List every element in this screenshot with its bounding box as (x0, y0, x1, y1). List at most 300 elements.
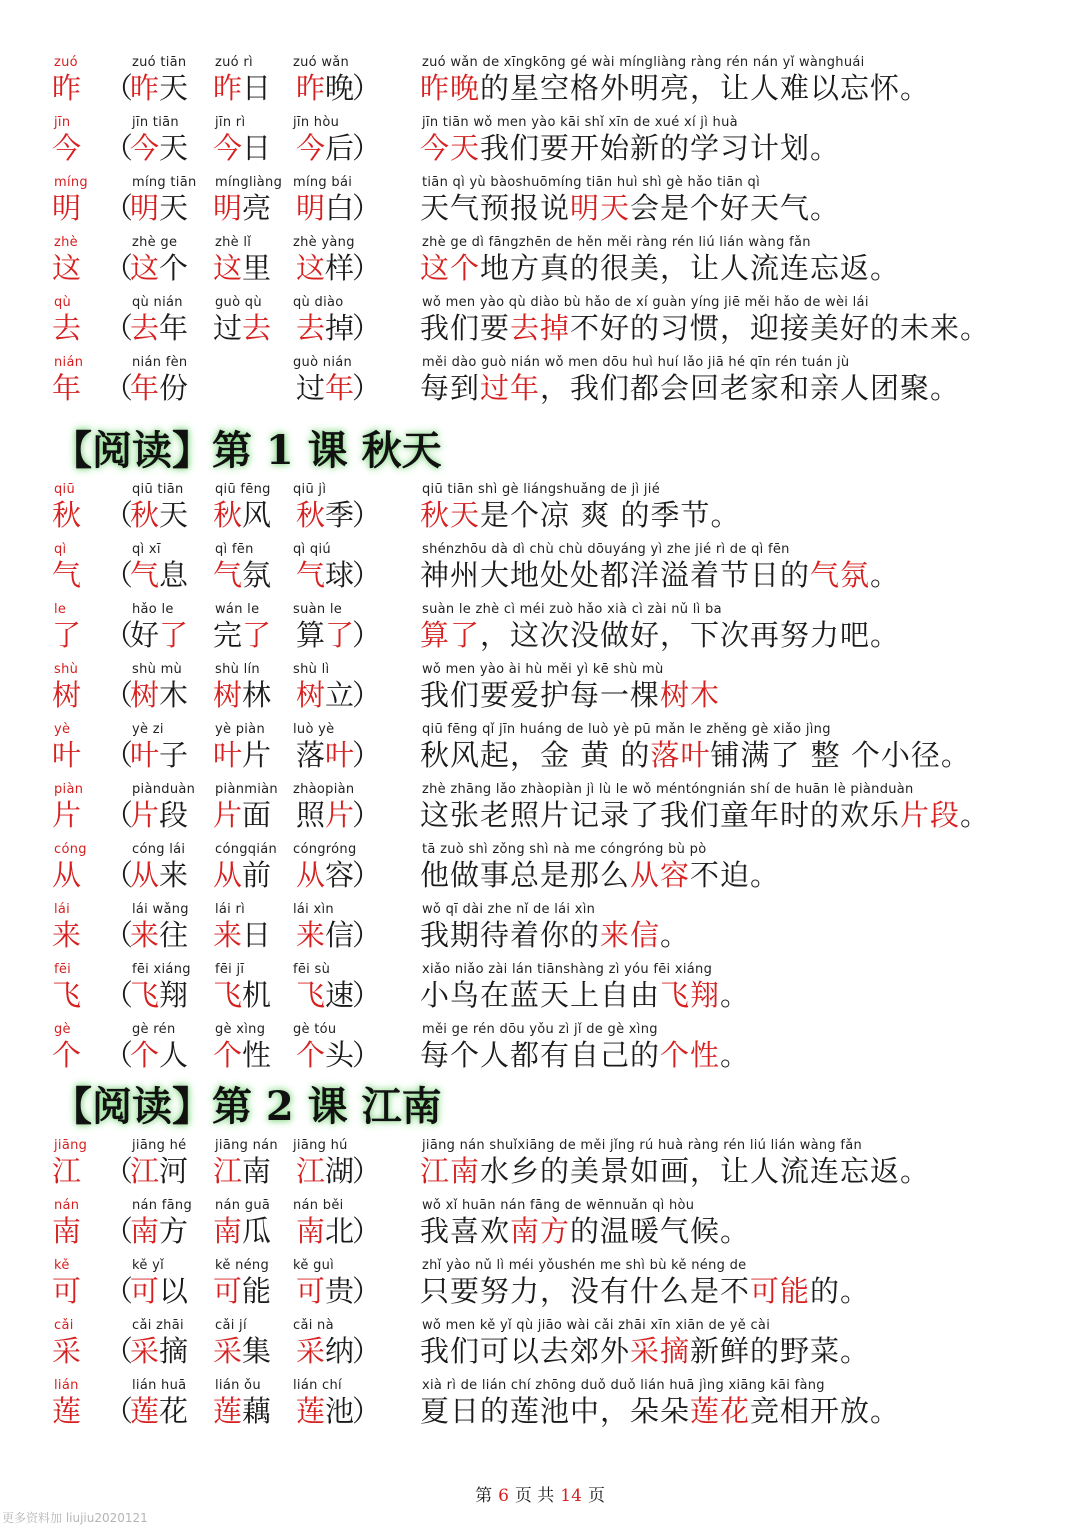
character-pinyin: lái (54, 902, 71, 917)
word-char: 今 (296, 131, 326, 165)
word-char: 可 (130, 1274, 160, 1308)
word-char: 莲 (130, 1394, 160, 1428)
character-row (0, 1138, 1080, 1198)
sentence-text: 的星空格外明亮，让人难以忘怀。 (480, 71, 931, 105)
word-pinyin: cóngróng (293, 842, 357, 857)
word-char: 片 (242, 738, 272, 772)
word-char: 白 (325, 191, 355, 225)
word-pinyin: wán le (215, 602, 260, 617)
character-row (0, 115, 1080, 175)
sentence-text: 的。 (810, 1274, 871, 1308)
word-char: 了 (325, 618, 355, 652)
word-char: 从 (296, 858, 326, 892)
word-pinyin: zhè ge (132, 235, 178, 250)
sentence-text: 是个凉 爽 的季节。 (480, 498, 741, 532)
example-sentence (420, 1393, 900, 1429)
example-word (130, 1333, 188, 1369)
word-pinyin: cóng lái (132, 842, 186, 857)
example-word (296, 797, 354, 833)
sentence-text: 不迫。 (690, 858, 781, 892)
word-char: 风 (242, 498, 272, 532)
word-char: 方 (159, 1214, 189, 1248)
example-sentence (420, 617, 900, 653)
target-character: 南 (52, 1214, 82, 1248)
word-char: 息 (159, 558, 189, 592)
word-char: 南 (296, 1214, 326, 1248)
target-character: 树 (52, 678, 82, 712)
sentence-pinyin: wǒ xǐ huān nán fāng de wēnnuǎn qì hòu (422, 1198, 695, 1213)
character-row (0, 235, 1080, 295)
example-word (213, 617, 271, 653)
word-char: 树 (130, 678, 160, 712)
footer-middle: 页 共 (514, 1486, 555, 1506)
word-pinyin: jīn hòu (293, 115, 340, 130)
word-pinyin: zuó rì (215, 55, 253, 70)
character-row (0, 1198, 1080, 1258)
word-pinyin: jīn rì (215, 115, 246, 130)
example-word (296, 70, 354, 106)
word-char: 过 (296, 371, 326, 405)
sentence-highlight: 秋天 (420, 498, 481, 532)
word-char: 段 (159, 798, 189, 832)
word-pinyin: gè rén (132, 1022, 176, 1037)
word-pinyin: cóngqián (215, 842, 278, 857)
word-pinyin: piànduàn (132, 782, 196, 797)
section-heading: 【阅读】第 2 课 江南 (52, 1083, 442, 1130)
word-char: 去 (242, 311, 272, 345)
sentence-text: ，这次没做好，下次再努力吧。 (480, 618, 901, 652)
example-word (296, 557, 354, 593)
word-char: 木 (159, 678, 189, 712)
example-word (296, 977, 354, 1013)
sentence-text: 新鲜的野菜。 (690, 1334, 871, 1368)
word-char: 去 (296, 311, 326, 345)
example-word (213, 1273, 271, 1309)
word-pinyin: piànmiàn (215, 782, 278, 797)
word-char: 秋 (130, 498, 160, 532)
example-word (213, 250, 271, 286)
section-heading: 【阅读】第 1 课 秋天 (52, 427, 442, 474)
example-sentence (420, 737, 971, 773)
example-sentence (420, 917, 690, 953)
word-char: 纳 (325, 1334, 355, 1368)
character-pinyin: cóng (54, 842, 87, 857)
target-character: 个 (52, 1038, 82, 1072)
sentence-text: 地方真的很美，让人流连忘返。 (480, 251, 901, 285)
target-character: 明 (52, 191, 82, 225)
word-char: 来 (213, 918, 243, 952)
example-word (213, 737, 271, 773)
word-char: 面 (242, 798, 272, 832)
word-char: 来 (296, 918, 326, 952)
example-word (296, 1213, 354, 1249)
word-pinyin: lián chí (293, 1378, 342, 1393)
target-character: 可 (52, 1274, 82, 1308)
open-paren: （ (104, 978, 134, 1012)
example-word (296, 857, 354, 893)
word-char: 头 (325, 1038, 355, 1072)
word-pinyin: kě néng (215, 1258, 270, 1273)
target-character: 来 (52, 918, 82, 952)
sentence-pinyin: zhè zhāng lǎo zhàopiàn jì lù le wǒ méntóngnián shí de huān lè piànduàn (422, 782, 914, 797)
target-character: 气 (52, 558, 82, 592)
example-word (130, 617, 188, 653)
sentence-text: 这张老照片记录了我们童年时的欢乐 (420, 798, 901, 832)
example-sentence (420, 797, 990, 833)
word-pinyin: cǎi zhāi (132, 1318, 184, 1333)
word-char: 来 (159, 858, 189, 892)
example-sentence (420, 370, 960, 406)
sentence-pinyin: xià rì de lián chí zhōng duǒ duǒ lián huā jìng xiāng kāi fàng (422, 1378, 825, 1393)
word-char: 速 (325, 978, 355, 1012)
word-char: 这 (296, 251, 326, 285)
target-character: 去 (52, 311, 82, 345)
example-word (296, 1037, 354, 1073)
sentence-text: 每个人都有自己的 (420, 1038, 661, 1072)
word-char: 南 (242, 1154, 272, 1188)
word-pinyin: luò yè (293, 722, 335, 737)
character-row (0, 782, 1080, 842)
word-char: 秋 (213, 498, 243, 532)
word-char: 北 (325, 1214, 355, 1248)
sentence-pinyin: jiāng nán shuǐxiāng de měi jǐng rú huà ràng rén liú lián wàng fǎn (422, 1138, 863, 1153)
footer-total-pages: 14 (560, 1486, 582, 1506)
example-word (130, 250, 188, 286)
word-char: 年 (325, 371, 355, 405)
sentence-text: 会是个好天气。 (630, 191, 841, 225)
character-pinyin: cǎi (54, 1318, 74, 1333)
footer-prefix: 第 (475, 1486, 493, 1506)
word-pinyin: nán fāng (132, 1198, 193, 1213)
example-word (130, 1213, 188, 1249)
word-char: 采 (213, 1334, 243, 1368)
sentence-text: 我们要爱护每一棵 (420, 678, 661, 712)
sentence-text: 天气预报说 (420, 191, 571, 225)
target-character: 莲 (52, 1394, 82, 1428)
sentence-pinyin: wǒ men yào ài hù měi yì kē shù mù (422, 662, 664, 677)
close-paren: ） (352, 1334, 382, 1368)
word-char: 采 (296, 1334, 326, 1368)
character-pinyin: zuó (54, 55, 78, 70)
example-sentence (420, 1213, 750, 1249)
target-character: 片 (52, 798, 82, 832)
close-paren: ） (352, 1394, 382, 1428)
target-character: 秋 (52, 498, 82, 532)
example-word (296, 190, 354, 226)
open-paren: （ (104, 1214, 134, 1248)
sentence-text: 秋风起，金 黄 的 (420, 738, 651, 772)
example-word (130, 857, 188, 893)
example-word (130, 917, 188, 953)
word-char: 飞 (213, 978, 243, 1012)
word-char: 这 (213, 251, 243, 285)
character-row (0, 1318, 1080, 1378)
word-pinyin: nán guā (215, 1198, 271, 1213)
word-char: 天 (159, 131, 189, 165)
sentence-highlight: 昨晚 (420, 71, 481, 105)
example-word (213, 1333, 271, 1369)
sentence-text: 我喜欢 (420, 1214, 511, 1248)
word-pinyin: míng bái (293, 175, 353, 190)
word-char: 个 (159, 251, 189, 285)
word-char: 瓜 (242, 1214, 272, 1248)
example-word (130, 370, 188, 406)
word-char: 可 (296, 1274, 326, 1308)
word-char: 晚 (325, 71, 355, 105)
sentence-highlight: 可能 (750, 1274, 811, 1308)
sentence-highlight: 去掉 (510, 311, 571, 345)
example-word (213, 497, 271, 533)
character-pinyin: yè (54, 722, 71, 737)
close-paren: ） (352, 131, 382, 165)
sentence-text: 小鸟在蓝天上自由 (420, 978, 661, 1012)
example-sentence (420, 1273, 870, 1309)
example-word (213, 857, 271, 893)
word-pinyin: qì qiú (293, 542, 331, 557)
sentence-highlight: 莲花 (690, 1394, 751, 1428)
word-pinyin: lián huā (132, 1378, 187, 1393)
word-char: 昨 (130, 71, 160, 105)
word-pinyin: lián ǒu (215, 1378, 261, 1393)
sentence-pinyin: qiū fēng qǐ jīn huáng de luò yè pū mǎn le zhěng gè xiǎo jìng (422, 722, 831, 737)
close-paren: ） (352, 1214, 382, 1248)
example-word (130, 497, 188, 533)
sentence-text: 。 (720, 978, 751, 1012)
word-char: 树 (296, 678, 326, 712)
word-pinyin: cǎi jí (215, 1318, 247, 1333)
open-paren: （ (104, 311, 134, 345)
example-word (130, 737, 188, 773)
word-char: 片 (325, 798, 355, 832)
character-row (0, 295, 1080, 355)
target-character: 年 (52, 371, 82, 405)
word-char: 气 (213, 558, 243, 592)
target-character: 叶 (52, 738, 82, 772)
word-char: 林 (242, 678, 272, 712)
word-char: 秋 (296, 498, 326, 532)
word-pinyin: yè piàn (215, 722, 265, 737)
word-char: 江 (130, 1154, 160, 1188)
character-pinyin: nán (54, 1198, 80, 1213)
word-pinyin: fēi jī (215, 962, 245, 977)
sentence-text: ，我们都会回老家和亲人团聚。 (540, 371, 961, 405)
character-pinyin: gè (54, 1022, 71, 1037)
open-paren: （ (104, 191, 134, 225)
sentence-highlight: 南方 (510, 1214, 571, 1248)
word-char: 过 (213, 311, 243, 345)
open-paren: （ (104, 251, 134, 285)
example-word (213, 1153, 271, 1189)
word-pinyin: zuó wǎn (293, 55, 350, 70)
word-pinyin: jiāng hé (132, 1138, 187, 1153)
example-word (213, 797, 271, 833)
sentence-pinyin: wǒ qī dài zhe nǐ de lái xìn (422, 902, 596, 917)
word-char: 子 (159, 738, 189, 772)
sentence-text: 。 (720, 1038, 751, 1072)
word-char: 季 (325, 498, 355, 532)
sentence-highlight: 个性 (660, 1038, 721, 1072)
word-char: 河 (159, 1154, 189, 1188)
word-char: 落 (296, 738, 326, 772)
character-row (0, 355, 1080, 415)
example-sentence (420, 1153, 930, 1189)
example-word (213, 310, 271, 346)
example-word (296, 497, 354, 533)
open-paren: （ (104, 71, 134, 105)
sentence-text: 我们可以去郊外 (420, 1334, 631, 1368)
word-pinyin: zhè yàng (293, 235, 355, 250)
character-pinyin: le (54, 602, 67, 617)
word-char: 叶 (325, 738, 355, 772)
example-word (213, 1213, 271, 1249)
example-sentence (420, 250, 900, 286)
word-pinyin: qù diào (293, 295, 344, 310)
character-row (0, 542, 1080, 602)
word-char: 摘 (159, 1334, 189, 1368)
example-sentence (420, 190, 840, 226)
open-paren: （ (104, 1154, 134, 1188)
sentence-text: 水乡的美景如画，让人流连忘返。 (480, 1154, 931, 1188)
word-char: 片 (213, 798, 243, 832)
word-pinyin: nián fèn (132, 355, 188, 370)
character-pinyin: qiū (54, 482, 76, 497)
example-word (213, 130, 271, 166)
example-word (213, 190, 271, 226)
example-word (130, 190, 188, 226)
watermark: 更多资料加 liujiu2020121 (2, 1511, 148, 1525)
word-char: 人 (159, 1038, 189, 1072)
word-char: 叶 (213, 738, 243, 772)
character-row (0, 902, 1080, 962)
example-word (213, 977, 271, 1013)
example-word (213, 1393, 271, 1429)
word-char: 性 (242, 1038, 272, 1072)
word-pinyin: fēi sù (293, 962, 331, 977)
target-character: 昨 (52, 71, 82, 105)
sentence-pinyin: měi ge rén dōu yǒu zì jǐ de gè xìng (422, 1022, 658, 1037)
example-word (213, 557, 271, 593)
sentence-text: 每到 (420, 371, 481, 405)
open-paren: （ (104, 558, 134, 592)
word-char: 明 (213, 191, 243, 225)
footer-current-page: 6 (498, 1486, 509, 1506)
target-character: 江 (52, 1154, 82, 1188)
sentence-text: 只要努力，没有什么是不 (420, 1274, 751, 1308)
word-char: 去 (130, 311, 160, 345)
word-char: 日 (242, 131, 272, 165)
example-word (296, 1393, 354, 1429)
word-char: 天 (159, 191, 189, 225)
character-pinyin: fēi (54, 962, 72, 977)
word-char: 树 (213, 678, 243, 712)
example-sentence (420, 310, 990, 346)
word-char: 了 (159, 618, 189, 652)
example-word (296, 917, 354, 953)
word-char: 从 (213, 858, 243, 892)
word-pinyin: jiāng hú (293, 1138, 348, 1153)
word-pinyin: guò nián (293, 355, 353, 370)
example-word (130, 557, 188, 593)
word-char: 从 (130, 858, 160, 892)
word-char: 个 (130, 1038, 160, 1072)
sentence-highlight: 气氛 (810, 558, 871, 592)
close-paren: ） (352, 798, 382, 832)
close-paren: ） (352, 918, 382, 952)
word-char: 翔 (159, 978, 189, 1012)
example-word (296, 310, 354, 346)
target-character: 这 (52, 251, 82, 285)
example-word (296, 617, 354, 653)
sentence-text: 。 (660, 918, 691, 952)
word-char: 片 (130, 798, 160, 832)
word-char: 里 (242, 251, 272, 285)
close-paren: ） (352, 978, 382, 1012)
word-char: 个 (213, 1038, 243, 1072)
character-pinyin: lián (54, 1378, 79, 1393)
close-paren: ） (352, 558, 382, 592)
word-char: 年 (130, 371, 160, 405)
sentence-pinyin: wǒ men yào qù diào bù hǎo de xí guàn yíng jiē měi hǎo de wèi lái (422, 295, 869, 310)
open-paren: （ (104, 1038, 134, 1072)
example-word (296, 1333, 354, 1369)
character-pinyin: qù (54, 295, 72, 310)
example-word (296, 370, 354, 406)
word-char: 贵 (325, 1274, 355, 1308)
word-char: 样 (325, 251, 355, 285)
example-word (130, 130, 188, 166)
character-row (0, 722, 1080, 782)
sentence-pinyin: tiān qì yù bàoshuōmíng tiān huì shì gè hǎo tiān qì (422, 175, 760, 190)
word-pinyin: míng tiān (132, 175, 197, 190)
close-paren: ） (352, 371, 382, 405)
sentence-text: 不好的习惯，迎接美好的未来。 (570, 311, 991, 345)
footer-suffix: 页 (587, 1486, 605, 1506)
sentence-pinyin: zhǐ yào nǔ lì méi yǒushén me shì bù kě néng de (422, 1258, 747, 1273)
sentence-highlight: 来信 (600, 918, 661, 952)
example-word (130, 1037, 188, 1073)
sentence-pinyin: wǒ men kě yǐ qù jiāo wài cǎi zhāi xīn xiān de yě cài (422, 1318, 771, 1333)
word-char: 年 (159, 311, 189, 345)
target-character: 从 (52, 858, 82, 892)
open-paren: （ (104, 1334, 134, 1368)
example-sentence (420, 497, 740, 533)
word-char: 飞 (296, 978, 326, 1012)
open-paren: （ (104, 858, 134, 892)
word-pinyin: shù mù (132, 662, 183, 677)
close-paren: ） (352, 858, 382, 892)
character-pinyin: piàn (54, 782, 84, 797)
sentence-highlight: 采摘 (630, 1334, 691, 1368)
sentence-pinyin: jīn tiān wǒ men yào kāi shǐ xīn de xué xí jì huà (422, 115, 738, 130)
close-paren: ） (352, 618, 382, 652)
example-word (296, 130, 354, 166)
word-pinyin: lái wǎng (132, 902, 189, 917)
open-paren: （ (104, 738, 134, 772)
word-char: 今 (213, 131, 243, 165)
word-pinyin: qiū jì (293, 482, 327, 497)
word-char: 了 (242, 618, 272, 652)
close-paren: ） (352, 311, 382, 345)
word-char: 藕 (242, 1394, 272, 1428)
word-pinyin: zhè lǐ (215, 235, 252, 250)
character-row (0, 1022, 1080, 1082)
close-paren: ） (352, 1038, 382, 1072)
word-pinyin: yè zi (132, 722, 164, 737)
word-char: 花 (159, 1394, 189, 1428)
word-char: 往 (159, 918, 189, 952)
open-paren: （ (104, 618, 134, 652)
example-sentence (420, 130, 840, 166)
